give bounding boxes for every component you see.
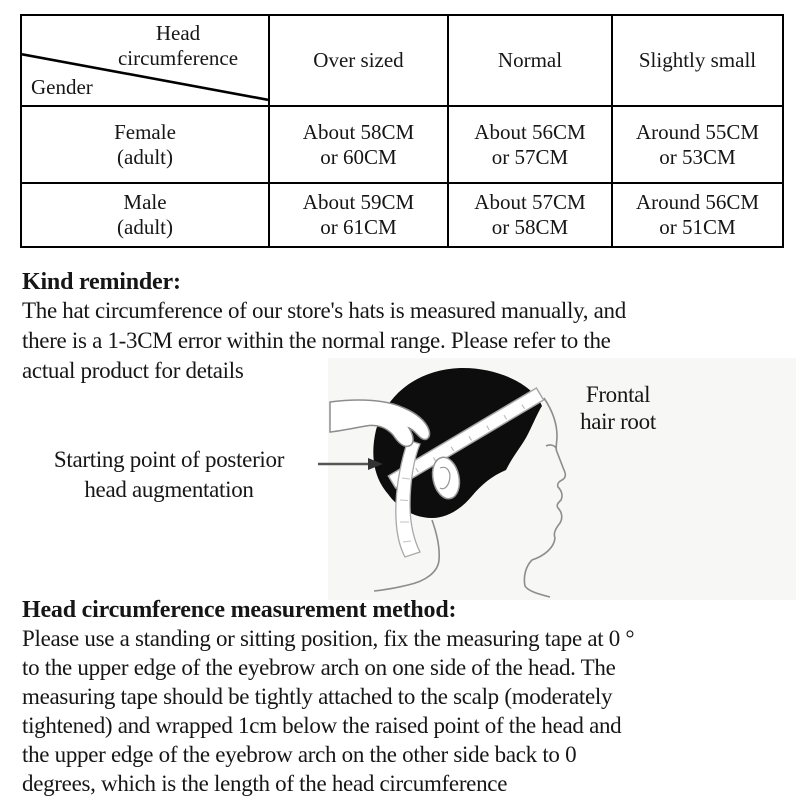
size-table [20,14,784,248]
column-header-slightly-small: Slightly small [612,15,783,106]
cell-male-slightly-small: Around 56CM or 51CM [612,183,783,247]
cell-female-normal: About 56CM or 57CM [448,106,612,183]
table-row-male [21,183,783,247]
row-label-male: Male (adult) [21,183,269,247]
row-label-female: Female (adult) [21,106,269,183]
column-header-over-sized: Over sized [269,15,448,106]
size-table-header-row [21,15,783,106]
cell-male-oversized: About 59CM or 61CM [269,183,448,247]
measurement-method-line: the upper edge of the eyebrow arch on the other side back to 0 [22,742,577,767]
kind-reminder-line: there is a 1-3CM error within the normal range. Please refer to the [22,328,611,353]
corner-head-circumference-label: Head circumference [117,21,239,70]
measurement-method-line: to the upper edge of the eyebrow arch on one side of the head. The [22,655,616,680]
corner-gender-label: Gender [31,75,93,99]
measurement-method-section [22,596,634,798]
measurement-method-line: measuring tape should be tightly attached to the scalp (moderately [22,684,613,709]
table-corner-cell [21,15,269,106]
measurement-method-line: Please use a standing or sitting position, fix the measuring tape at 0 ° [22,626,635,651]
cell-male-normal: About 57CM or 58CM [448,183,612,247]
kind-reminder-line: The hat circumference of our store's hats is measured manually, and [22,298,626,323]
kind-reminder-line: actual product for details [22,358,244,383]
cell-female-oversized: About 58CM or 60CM [269,106,448,183]
table-row-female [21,106,783,183]
kind-reminder-heading: Kind reminder: [22,269,181,295]
posterior-starting-point-label: Starting point of posterior head augmentation [53,447,285,502]
frontal-hair-root-label: Frontal hair root [580,382,656,434]
cell-female-slightly-small: Around 55CM or 53CM [612,106,783,183]
measurement-method-heading: Head circumference measurement method: [22,597,457,623]
measurement-method-line: tightened) and wrapped 1cm below the raised point of the head and [22,713,622,738]
column-header-normal: Normal [448,15,612,106]
measurement-method-line: degrees, which is the length of the head circumference [22,771,508,796]
